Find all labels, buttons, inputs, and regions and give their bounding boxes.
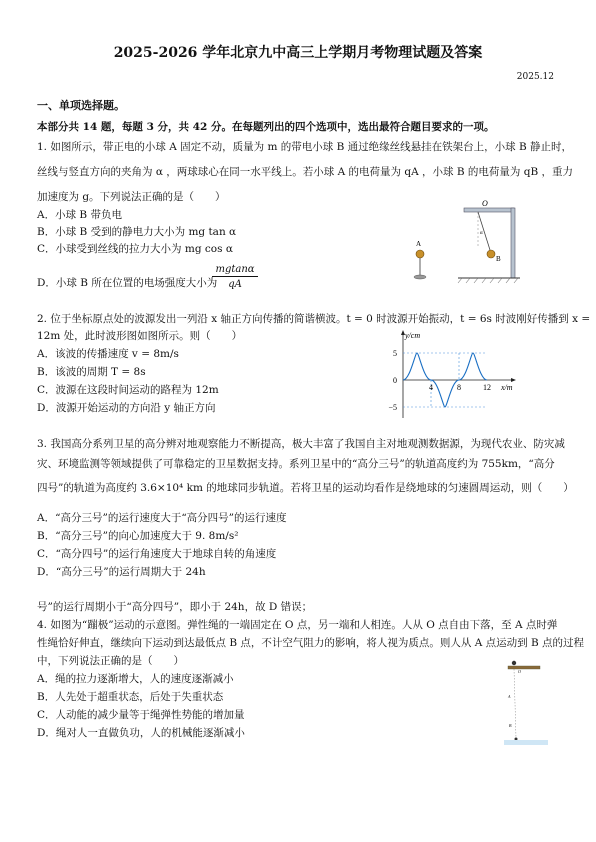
q2-stem-line-1: 2. 位于坐标原点处的波源发出一列沿 x 轴正方向传播的简谐横波。t = 0 时波源开始振动，t = 6s 时波刚好传播到 x = [37,313,591,325]
q3-option-d: D．“高分三号”的运行周期大于 24h [37,566,206,578]
q3-option-a: A．“高分三号”的运行速度大于“高分四号”的运行速度 [37,512,287,524]
q2-option-b: B．该波的周期 T = 8s [37,366,146,378]
q3-stem-line-1: 3. 我国高分系列卫星的高分辨对地观察能力不断提高，极大丰富了我国自主对地观测数据源，为现代农业、防灾减 [37,438,565,450]
bungee-cord [514,669,516,738]
section-title: 一、单项选择题。 [37,99,125,112]
ball-b [487,250,495,258]
q4-option-b: B．人先处于超重状态，后处于失重状态 [37,691,224,703]
point-o-label: O [518,669,521,674]
q1-fraction-numerator: mgtanα [212,264,258,277]
q1-stem-line-2: 丝线与竖直方向的夹角为 α ，两球球心在同一水平线上。若小球 A 的电荷量为 qA ，小球 B 的电荷量为 qB ，重力 [37,166,574,178]
q3-option-b: B．“高分三号”的向心加速度大于 9. 8m/s² [37,530,239,542]
stand-top-bar [464,208,514,212]
q4-stem-line-2: 性绳恰好伸直，继续向下运动到达最低点 B 点，不计空气阻力的影响，将人视为质点。则人从 A 点运动到 B 点的过程 [37,637,585,649]
x-tick-12: 12 [483,383,491,392]
angle-alpha-label: α [480,231,483,236]
stand-post [511,208,515,278]
q2-option-c: C．波源在这段时间运动的路程为 12m [37,384,219,396]
y-axis-label: y/cm [405,331,421,340]
q1-option-a: A．小球 B 带负电 [37,209,122,221]
exam-date: 2025.12 [516,72,554,82]
point-b-label: B [509,723,512,728]
jump-platform [508,666,540,669]
q1-fraction-denominator: qA [228,279,242,290]
y-tick-5: 5 [393,349,397,358]
q3-stem-line-2: 灾、环境监测等领域提供了可靠稳定的卫星数据支持。系列卫星中的“高分三号”的轨道高度约为 755km，“高分 [37,458,555,470]
q4-option-c: C．人动能的减少量等于绳弹性势能的增加量 [37,709,245,721]
x-tick-4: 4 [429,383,433,392]
jumper-top-icon [512,661,516,665]
ball-a [416,250,424,258]
q2-option-d: D．波源开始运动的方向沿 y 轴正方向 [37,402,216,414]
q4-bungee-figure [500,660,550,746]
q4-stem-line-1: 4. 如图为“蹦极”运动的示意图。弹性绳的一端固定在 O 点，另一端和人相连。人从 O 点自由下落，至 A 点时弹 [37,619,558,631]
y-tick-0: 0 [393,376,397,385]
x-axis-label: x/m [501,383,513,392]
x-axis-arrow [511,378,516,382]
q1-stem-line-3: 加速度为 g。下列说法正确的是（ ） [37,191,226,203]
section-description: 本部分共 14 题，每题 3 分，共 42 分。在每题列出的四个选项中，选出最符合题目要求的一项。 [37,121,495,133]
q1-option-d: D．小球 B 所在位置的电场强度大小为 [37,277,218,289]
q1-figure [398,198,522,290]
q2-wave-figure [370,328,530,420]
page-title: 2025-2026 学年北京九中高三上学期月考物理试题及答案 [113,45,483,61]
q2-stem-line-2: 12m 处，此时波形图如图所示。则（ ） [37,330,243,342]
q4-option-d: D．绳对人一直做负功，人的机械能逐渐减小 [37,727,245,739]
ground-hatching [458,278,518,283]
q4-option-a: A．绳的拉力逐渐增大，人的速度逐渐减小 [37,673,234,685]
q3-stem-line-3: 四号”的轨道为高度约 3.6×10⁴ km 的地球同步轨道。若将卫星的运动均看作是绕地球的匀速圆周运动，则（ ） [37,482,574,494]
water-surface [504,740,548,745]
x-tick-8: 8 [457,383,461,392]
q3-option-c: C．“高分四号”的运行角速度大于地球自转的角速度 [37,548,277,560]
q1-stem-line-1: 1. 如图所示，带正电的小球 A 固定不动，质量为 m 的带电小球 B 通过绝缘丝线悬挂在铁架台上，小球 B 静止时， [37,141,573,153]
y-tick-neg5: −5 [388,403,397,412]
ball-a-label: A [416,240,422,248]
point-o-label: O [482,199,488,208]
ball-b-label: B [496,255,501,263]
stray-answer-fragment: 号”的运行周期小于“高分四号”，即小于 24h，故 D 错误； [37,601,313,613]
point-a-label: A [508,694,511,699]
q2-option-a: A．该波的传播速度 v = 8m/s [37,348,179,360]
q1-option-b: B．小球 B 受到的静电力大小为 mg tan α [37,226,237,238]
q1-option-c: C．小球受到丝线的拉力大小为 mg cos α [37,243,233,255]
rod-base [414,275,426,279]
q4-stem-line-3: 中，下列说法正确的是（ ） [37,655,184,667]
q1-fraction [212,264,258,290]
